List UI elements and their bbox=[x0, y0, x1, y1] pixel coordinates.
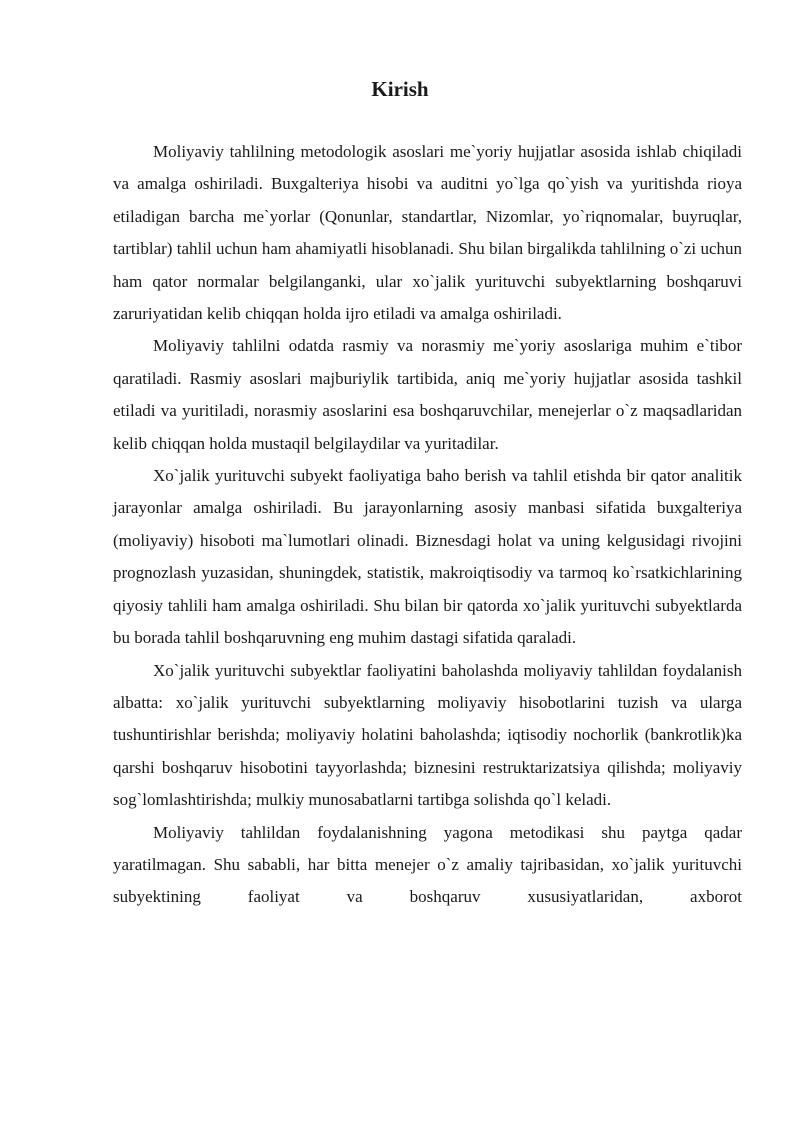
paragraph-5: Moliyaviy tahlildan foydalanishning yagona metodikasi shu paytga qadar yaratilmagan. Shu sababli, har bitta menejer o`z amaliy tajribasidan, xo`jalik yurituvchi subyektining faoliyat va boshqaruv xususiyatlaridan, axborot bbox=[113, 822, 742, 907]
page-title: Kirish bbox=[371, 77, 429, 101]
paragraph-4: Xo`jalik yurituvchi subyektlar faoliyatini baholashda moliyaviy tahlildan foydalanish albatta: xo`jalik yurituvchi subyektlarning moliyaviy hisobotlarini tuzish va ularga tushuntirishlar berishda; moliyaviy holatini baholashda; iqtisodiy nochorlik (bankrotlik)ka qarshi boshqaruv hisobotini tayyorlashda; biznesini restruktarizatsiya qilishda; moliyaviy sog`lomlashtirishda; mulkiy munosabatlarni tartibga solishda qo`l keladi. bbox=[113, 660, 742, 810]
paragraph-3: Xo`jalik yurituvchi subyekt faoliyatiga baho berish va tahlil etishda bir qator analitik jarayonlar amalga oshiriladi. Bu jarayonlarning asosiy manbasi sifatida buxgalteriya (moliyaviy) hisoboti ma`lumotlari olinadi. Biznesdagi holat va uning kelgusidagi rivojini prognozlash yuzasidan, shuningdek, statistik, makroiqtisodiy va tarmoq ko`rsatkichlarining qiyosiy tahlili ham amalga oshiriladi. Shu bilan bir qatorda xo`jalik yurituvchi subyektlarda bu borada tahlil boshqaruvning eng muhim dastagi sifatida qaraladi. bbox=[113, 466, 742, 648]
body-text bbox=[113, 136, 742, 914]
paragraph-1: Moliyaviy tahlilning metodologik asoslari me`yoriy hujjatlar asosida ishlab chiqiladi va amalga oshiriladi. Buxgalteriya hisobi va auditni yo`lga qo`yish va yuritishda rioya etiladigan barcha me`yorlar (Qonunlar, standartlar, Nizomlar, yo`riqnomalar, buyruqlar, tartiblar) tahlil uchun ham ahamiyatli hisoblanadi. Shu bilan birgalikda tahlilning o`zi uchun ham qator normalar belgilanganki, ular xo`jalik yurituvchi subyektlarning boshqaruvi zaruriyatidan kelib chiqqan holda ijro etiladi va amalga oshiriladi. bbox=[113, 142, 742, 324]
paragraph-2: Moliyaviy tahlilni odatda rasmiy va norasmiy me`yoriy asoslariga muhim e`tibor qaratiladi. Rasmiy asoslari majburiylik tartibida, aniq me`yoriy hujjatlar asosida tashkil etiladi va yuritiladi, norasmiy asoslarini esa boshqaruvchilar, menejerlar o`z maqsadlaridan kelib chiqqan holda mustaqil belgilaydilar va yuritadilar. bbox=[113, 336, 742, 453]
